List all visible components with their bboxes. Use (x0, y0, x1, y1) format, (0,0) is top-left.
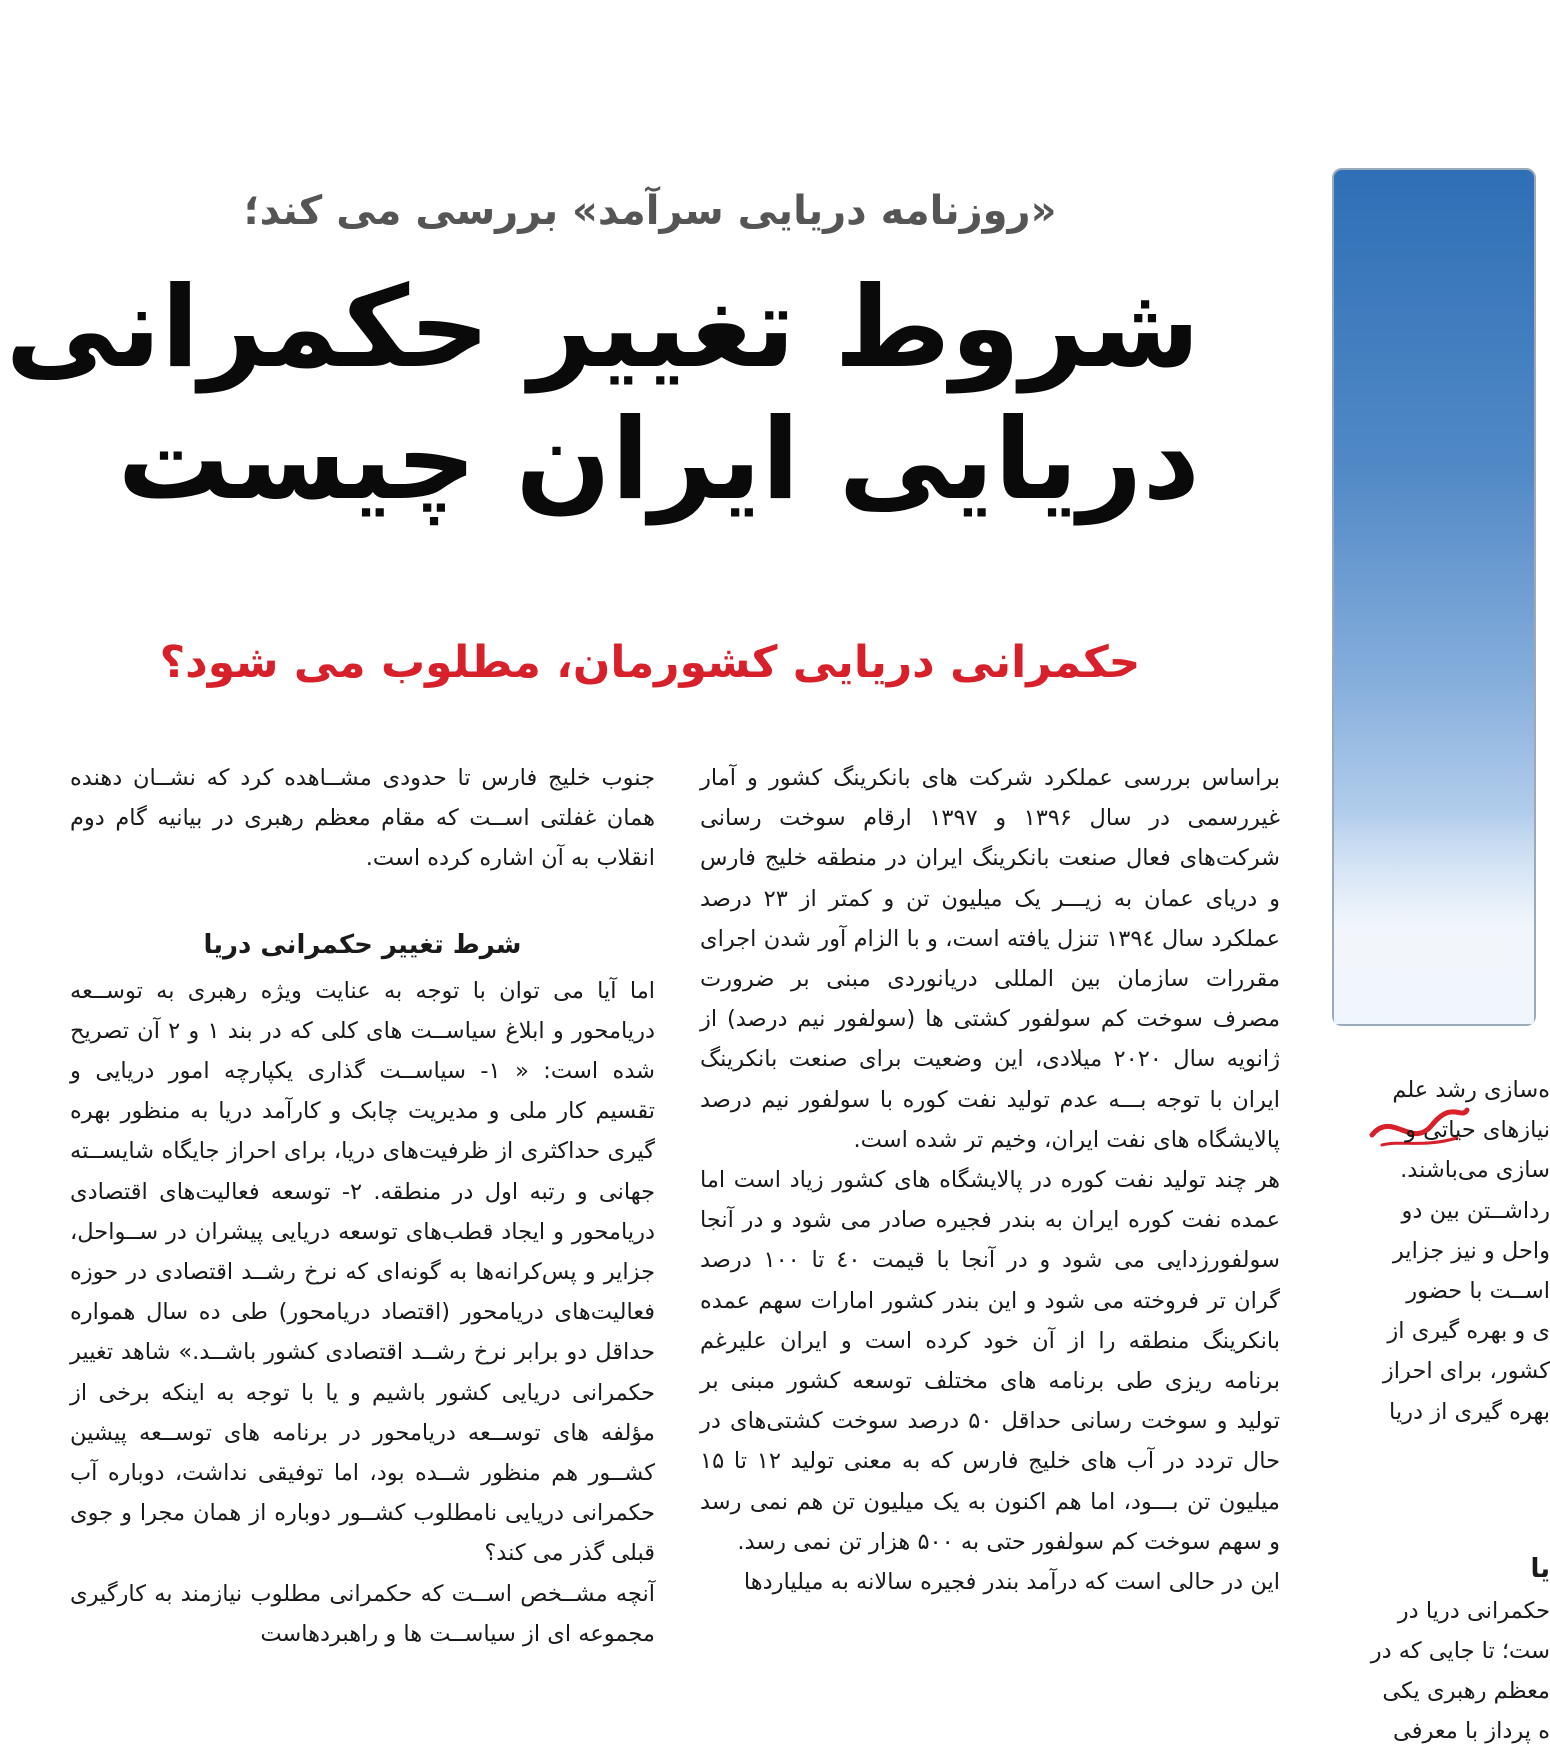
paragraph: براساس بررسی عملکرد شرکت های بانکرینگ کشور و آمار غیررسمی در سال ۱۳۹۶ و ۱۳۹۷ ارقام سوخت رسانی شرکت‌های فعال صنعت بانکرینگ ایران در منطقه خلیج فارس و دریای عمان به زیـــر یک میلیون تن و کمتر از ۲۳ درصد عملکرد سال ۱۳۹٤ تنزل یافته است، و با الزام آور شدن اجرای مقررات سازمان بین المللی دریانوردی مبنی بر ضرورت مصرف سوخت کم سولفور کشتی ها (سولفور نیم درصد) از ژانویه سال ۲۰۲۰ میلادی، این وضعیت برای صنعت بانکرینگ ایران با توجه بـــه عدم تولید نفت کوره با سولفور نیم درصد پالایشگاه های نفت ایران، وخیم تر شده است. (700, 765, 1281, 1153)
headline-line-1: شروط تغییر حکمرانی (5, 263, 1200, 393)
partial-line: ه‌سازی رشد علم (1392, 1077, 1550, 1103)
partial-line: رداشــتن بین دو (1401, 1197, 1550, 1224)
paragraph: اما آیا می توان با توجه به عنایت ویژه رهبری به توســعه دریامحور و ابلاغ سیاســت های کلی که در بند ۱ و ۲ آن تصریح شده است: « ۱- سیاســت گذاری یکپارچه امور دریایی و تقسیم کار ملی و مدیریت چابک و کارآمد دریا به منظور بهره گیری حداکثری از ظرفیت‌های دریا، برای احراز جایگاه شایســته جهانی و رتبه اول در منطقه. ۲- توسعه فعالیت‌های اقتصادی دریامحور و ایجاد قطب‌های توسعه دریایی پیشران در ســواحل، جزایر و پس‌کرانه‌ها به گونه‌ای که نرخ رشــد اقتصادی در حوزه فعالیت‌های دریامحور (اقتصاد دریامحور) طی ده سال همواره حداقل دو برابر نرخ رشــد اقتصادی کشور باشــد.» شاهد تغییر حکمرانی دریایی کشور باشیم و یا با توجه به اینکه برخی از مؤلفه های توســعه دریامحور در برنامه های توســعه پیشین کشــور هم منظور شــده بود، اما توفیقی نداشت، دوباره آب حکمرانی دریایی نامطلوب کشــور دوباره از همان مجرا و جوی قبلی گذر می کند؟ (70, 977, 656, 1567)
article-column-left (70, 758, 655, 1730)
partial-line: بهره گیری از دریا (1389, 1398, 1550, 1425)
paragraph: جنوب خلیج فارس تا حدودی مشــاهده کرد که نشــان دهنده همان غفلتی اســت که مقام معظم رهبری در بیانیه گام دوم انقلاب به آن اشاره کرده است. (70, 765, 655, 872)
article-column-right (700, 758, 1280, 1730)
partial-line: نیازهای حیاتی و (1405, 1117, 1550, 1144)
partial-line: واحل و نیز جزایر (1392, 1237, 1550, 1264)
paragraph: آنچه مشــخص اســت که حکمرانی مطلوب نیازمند به کارگیری مجموعه ای از سیاســت ها و راهبردهاست (70, 1580, 655, 1647)
paragraph: این در حالی است که درآمد بندر فجیره سالانه به میلیاردها (743, 1569, 1280, 1596)
partial-line: سازی می‌باشند. (1400, 1157, 1550, 1184)
spacer (1320, 1432, 1550, 1547)
spacer (70, 879, 655, 923)
partial-line: ست؛ تا جایی که در (1370, 1638, 1550, 1665)
partial-line: کشور، برای احراز (1382, 1358, 1550, 1385)
subheadline: حکمرانی دریایی کشورمان، مطلوب می شود؟ (159, 637, 1141, 688)
partial-line: ه پرداز با معرفی (1392, 1718, 1550, 1745)
headline-line-2: دریایی ایران چیست (117, 395, 1200, 525)
partial-line: ی و بهره گیری از (1387, 1318, 1550, 1345)
headline (5, 262, 1200, 526)
partial-line: اســت با حضور (1406, 1278, 1550, 1305)
partial-line: حکمرانی دریا در (1397, 1597, 1550, 1624)
sky-clouds-photo (1332, 168, 1536, 1026)
section-heading: شرط تغییر حکمرانی دریا (203, 929, 522, 960)
partial-line: معظم رهبری یکی (1382, 1678, 1550, 1705)
partial-heading: یا (1530, 1553, 1550, 1584)
kicker: «روزنامه دریایی سرآمد» بررسی می کند؛ (243, 188, 1057, 234)
article-column-partial (1320, 1070, 1550, 1745)
paragraph: هر چند تولید نفت کوره در پالایشگاه های کشور زیاد است اما عمده نفت کوره ایران به بندر فجیره صادر می شود و در آنجا سولفورزدایی می شود و در آنجا با قیمت ٤٠ تا ١٠٠ درصد گران تر فروخته می شود و این بندر کشور امارات سهم عمده بانکرینگ منطقه را از آن خود کرده است و ایران علیرغم برنامه ریزی طی برنامه های مختلف توسعه کشور مبنی بر تولید و سوخت رسانی حداقل ۵۰ درصد سوخت کشتی‌های در حال تردد در آب های خلیج فارس که به معنی تولید ۱۲ تا ۱۵ میلیون تن بـــود، اما هم اکنون به یک میلیون تن هم نمی رسد و سهم سوخت کم سولفور حتی به ۵۰۰ هزار تن نمی رسد. (700, 1167, 1281, 1555)
clouds-layer (1334, 814, 1534, 1024)
